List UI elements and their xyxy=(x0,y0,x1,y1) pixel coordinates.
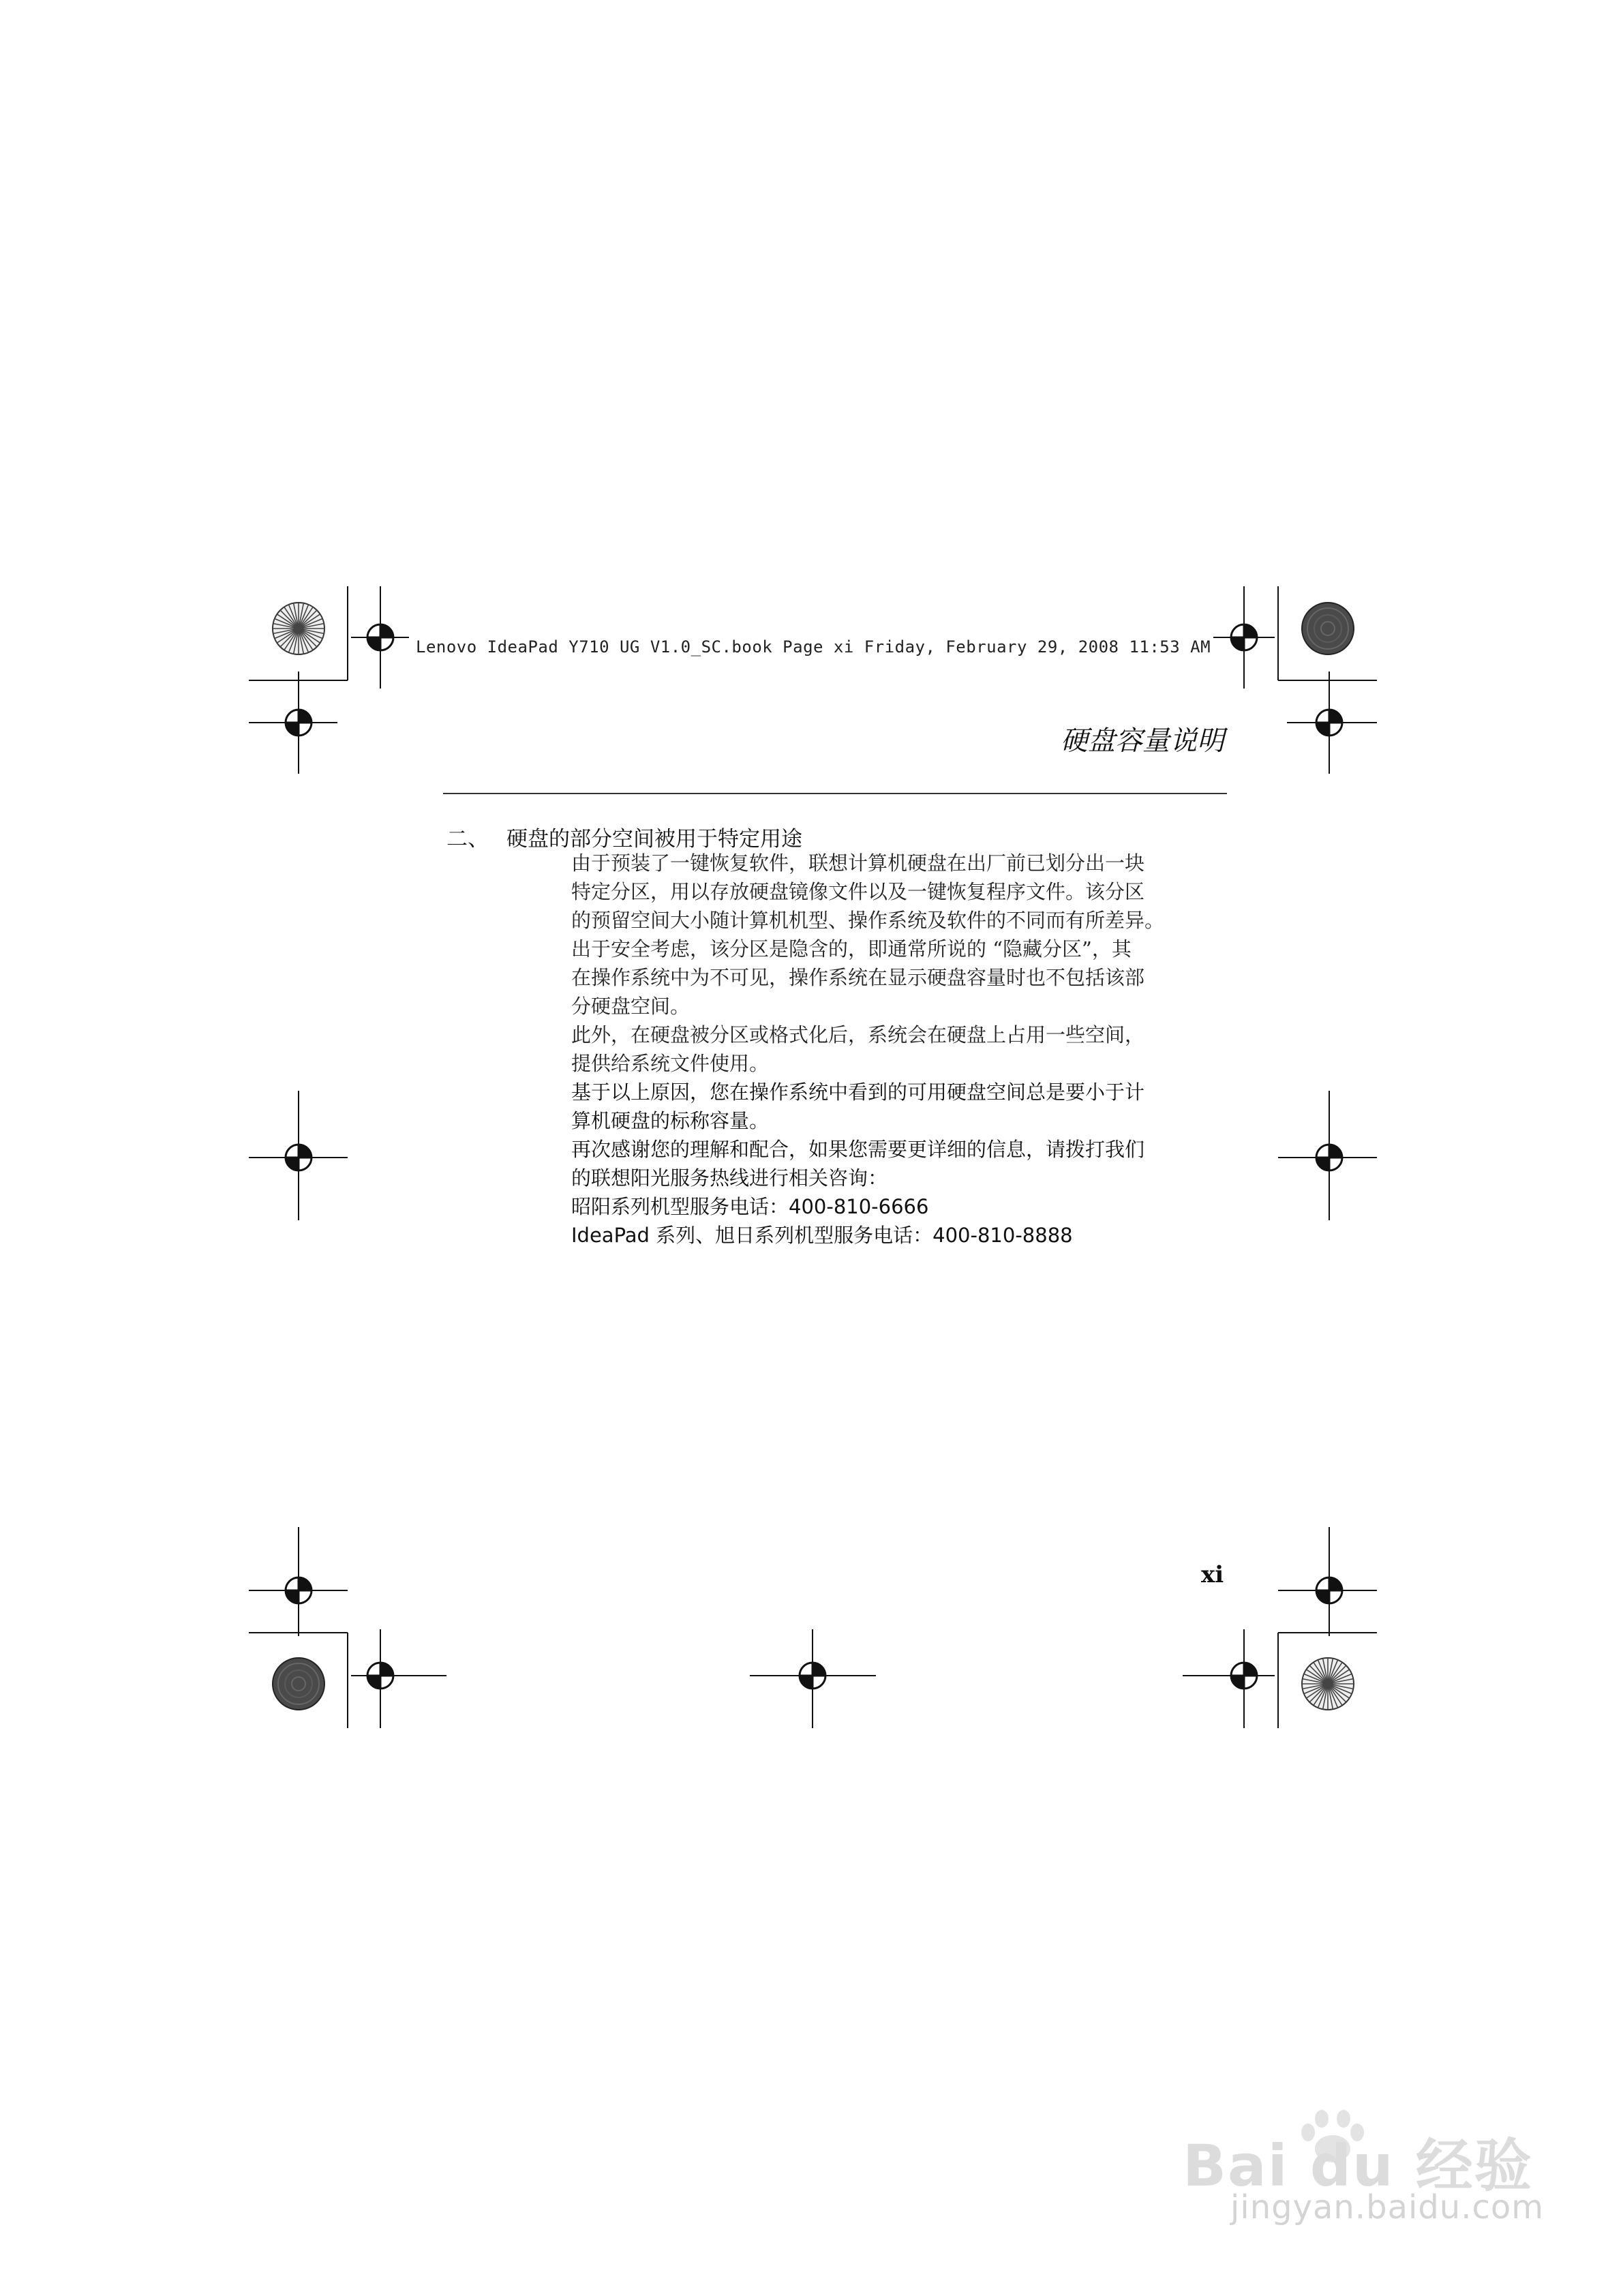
paragraph-line: 出于安全考虑，该分区是隐含的，即通常所说的 “隐藏分区”，其 xyxy=(571,937,1132,961)
book-header-line: Lenovo IdeaPad Y710 UG V1.0_SC.book Page xi Friday, February 29, 2008 11:53 AM xyxy=(416,637,1211,656)
paragraph-line: 算机硬盘的标称容量。 xyxy=(571,1109,770,1132)
paragraph-line: 的预留空间大小随计算机机型、操作系统及软件的不同而有所差异。 xyxy=(571,909,1165,932)
baidu-jingyan-watermark xyxy=(1162,2106,1544,2270)
service-hotline: IdeaPad 系列、旭日系列机型服务电话：400-810-8888 xyxy=(571,1224,1073,1247)
watermark-url: jingyan.baidu.com xyxy=(1230,2188,1544,2226)
paragraph-thanks xyxy=(571,1135,1239,1192)
paragraph-hotlines xyxy=(571,1192,1239,1250)
paragraph-line: 特定分区，用以存放硬盘镜像文件以及一键恢复程序文件。该分区 xyxy=(571,880,1145,903)
paragraph-line: 此外，在硬盘被分区或格式化后，系统会在硬盘上占用一些空间， xyxy=(571,1023,1145,1046)
paragraph-system-files xyxy=(571,1021,1239,1078)
running-title: 硬盘容量说明 xyxy=(1061,725,1224,757)
paragraph-line: 由于预装了一键恢复软件，联想计算机硬盘在出厂前已划分出一块 xyxy=(571,851,1145,875)
section-number: 二、 xyxy=(446,827,489,851)
paragraph-line: 在操作系统中为不可见，操作系统在显示硬盘容量时也不包括该部 xyxy=(571,966,1145,989)
header-rule xyxy=(443,793,1227,794)
service-hotline: 昭阳系列机型服务电话：400-810-6666 xyxy=(571,1195,929,1218)
paragraph-line: 分硬盘空间。 xyxy=(571,995,691,1018)
paragraph-hidden-partition xyxy=(571,849,1239,1021)
paragraph-line: 提供给系统文件使用。 xyxy=(571,1052,770,1075)
paragraph-line: 再次感谢您的理解和配合，如果您需要更详细的信息，请拨打我们 xyxy=(571,1138,1145,1161)
page-number: xi xyxy=(1201,1561,1224,1588)
paragraph-conclusion xyxy=(571,1078,1239,1135)
section-title: 硬盘的部分空间被用于特定用途 xyxy=(506,827,802,851)
paragraph-line: 的联想阳光服务热线进行相关咨询： xyxy=(571,1166,888,1190)
watermark-brand: Bai du 经验 xyxy=(1183,2132,1533,2199)
section-heading xyxy=(446,821,802,852)
paragraph-line: 基于以上原因，您在操作系统中看到的可用硬盘空间总是要小于计 xyxy=(571,1081,1145,1104)
